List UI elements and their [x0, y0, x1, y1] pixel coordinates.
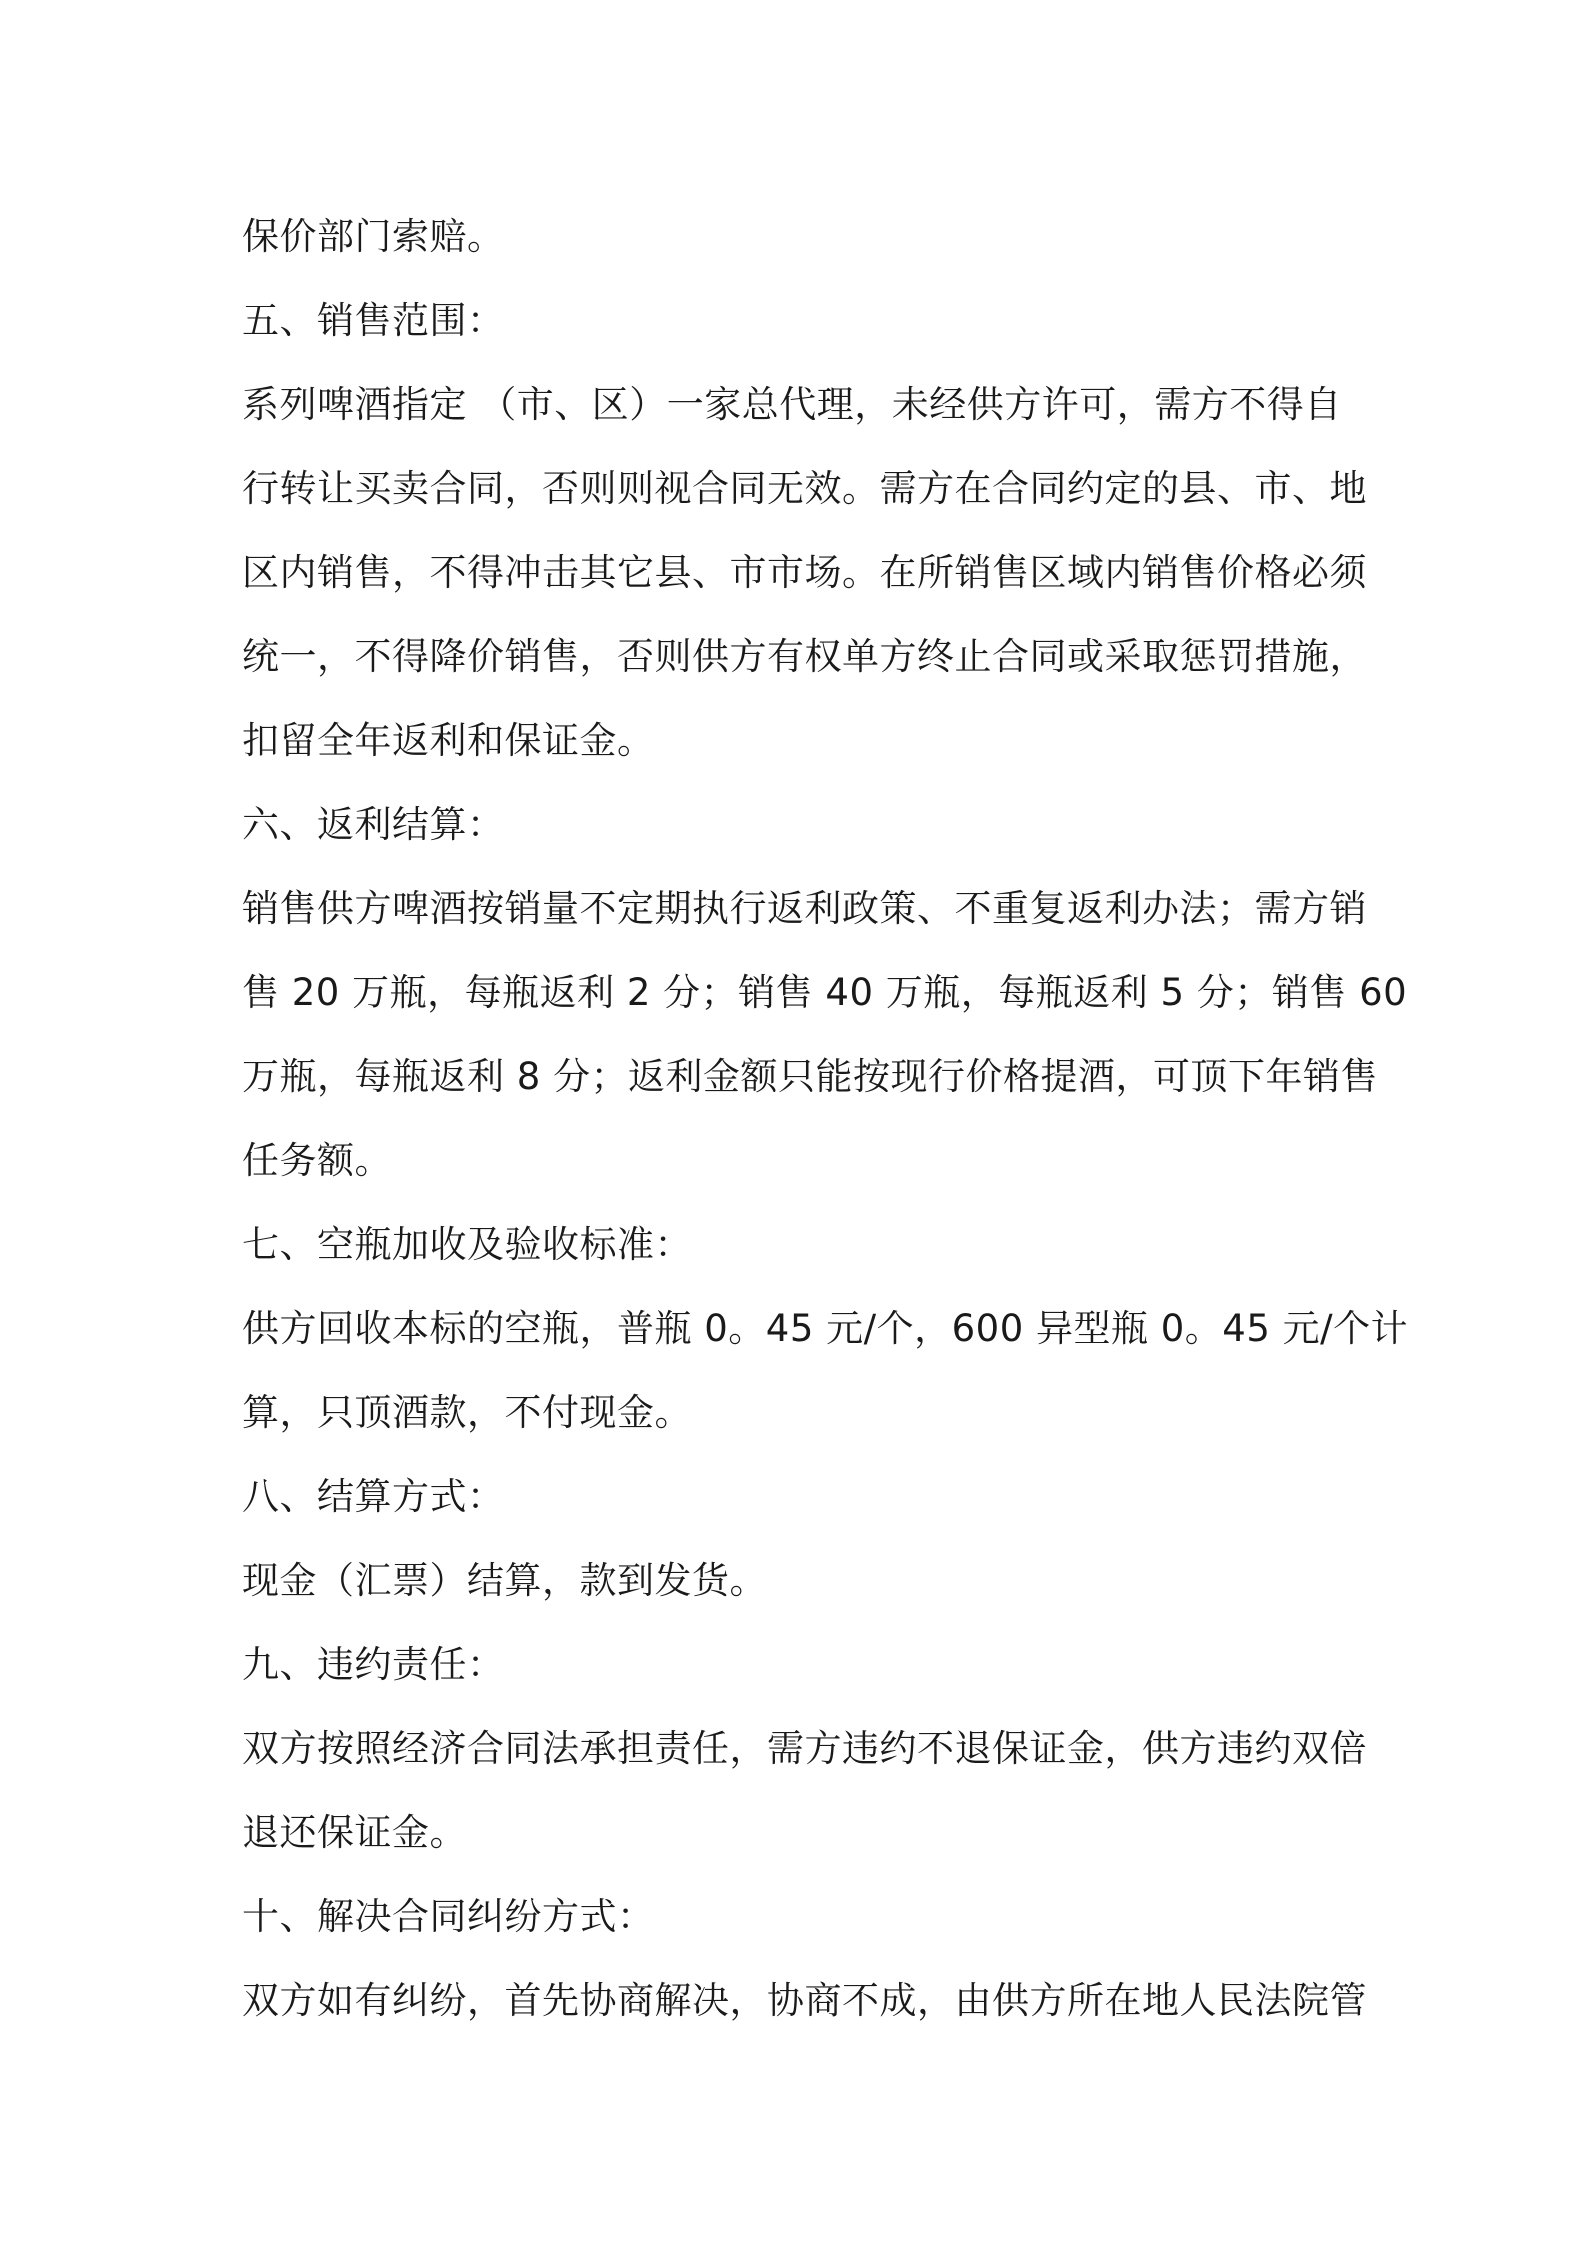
section-heading-rebate: 六、返利结算：	[242, 803, 505, 846]
text-line: 现金（汇票）结算，款到发货。	[242, 1559, 767, 1602]
text-line: 任务额。	[242, 1139, 392, 1182]
text-line: 供方回收本标的空瓶，普瓶 0。45 元/个，600 异型瓶 0。45 元/个计	[242, 1307, 1409, 1350]
section-heading-liability: 九、违约责任：	[242, 1643, 505, 1686]
text-line: 万瓶，每瓶返利 8 分；返利金额只能按现行价格提酒，可顶下年销售	[242, 1055, 1379, 1098]
text-line: 退还保证金。	[242, 1811, 467, 1854]
text-line: 算，只顶酒款，不付现金。	[242, 1391, 692, 1434]
text-line: 统一，不得降价销售，否则供方有权单方终止合同或采取惩罚措施，	[242, 635, 1367, 678]
text-line: 双方按照经济合同法承担责任，需方违约不退保证金，供方违约双倍	[242, 1727, 1367, 1770]
text-line: 销售供方啤酒按销量不定期执行返利政策、不重复返利办法；需方销	[242, 887, 1367, 930]
section-heading-sales-scope: 五、销售范围：	[242, 299, 505, 342]
section-heading-settlement: 八、结算方式：	[242, 1475, 505, 1518]
text-line: 双方如有纠纷，首先协商解决，协商不成，由供方所在地人民法院管	[242, 1979, 1367, 2022]
text-line: 行转让买卖合同，否则则视合同无效。需方在合同约定的县、市、地	[242, 467, 1367, 510]
text-line: 保价部门索赔。	[242, 215, 505, 258]
contract-body	[242, 195, 1409, 2043]
text-line: 售 20 万瓶，每瓶返利 2 分；销售 40 万瓶，每瓶返利 5 分；销售 60	[242, 971, 1408, 1014]
text-line: 扣留全年返利和保证金。	[242, 719, 655, 762]
section-heading-empty-bottles: 七、空瓶加收及验收标准：	[242, 1223, 692, 1266]
text-line: 区内销售，不得冲击其它县、市市场。在所销售区域内销售价格必须	[242, 551, 1367, 594]
text-line: 系列啤酒指定 （市、区）一家总代理，未经供方许可，需方不得自	[242, 383, 1342, 426]
section-heading-disputes: 十、解决合同纠纷方式：	[242, 1895, 655, 1938]
